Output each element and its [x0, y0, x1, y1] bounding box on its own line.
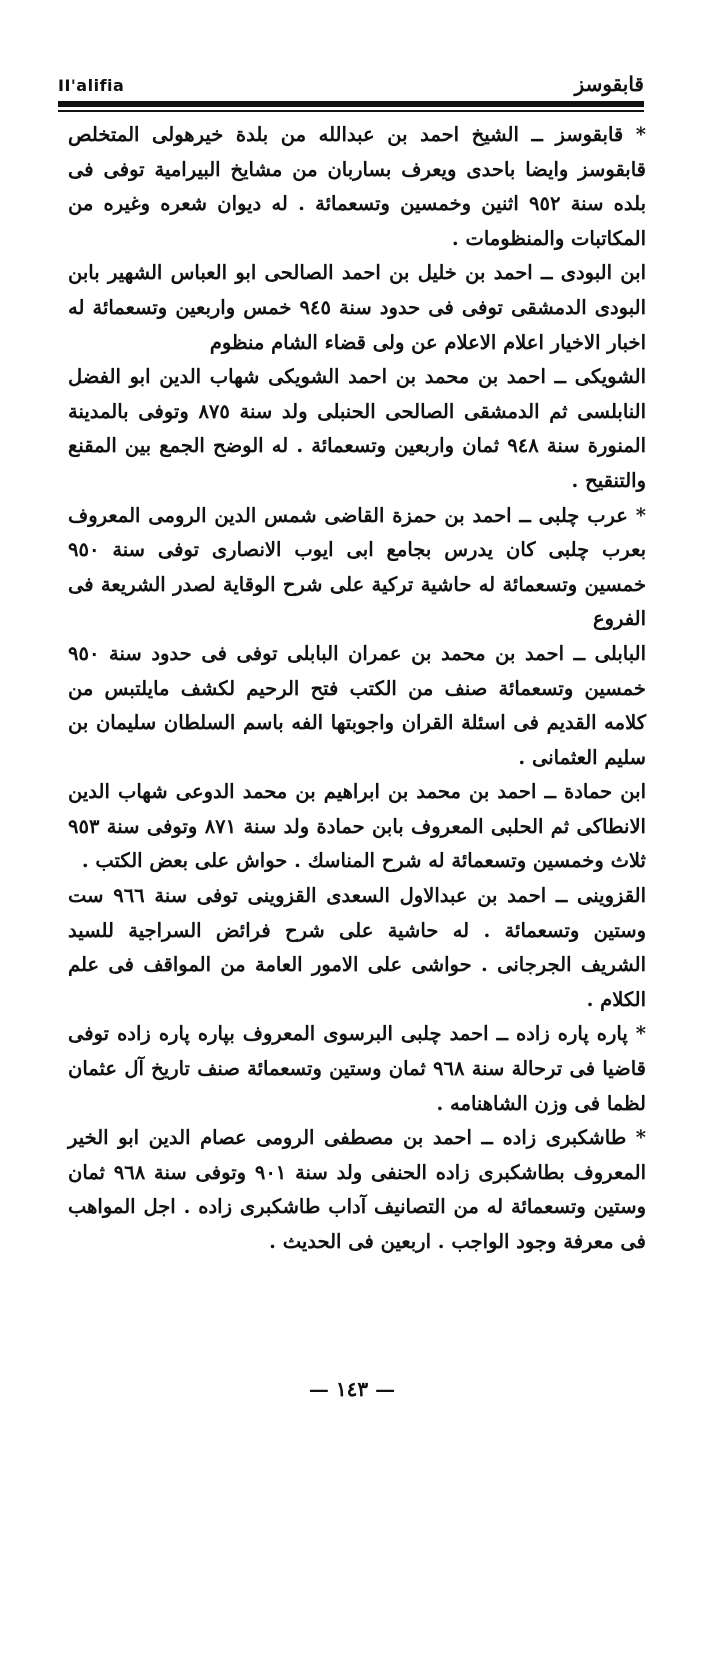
- running-header: [58, 72, 644, 100]
- header-right-title: قابقوسز: [574, 72, 644, 96]
- header-rule-thick: [58, 101, 644, 107]
- entry-tashkopri-zade: * طاشكبرى زاده ــ احمد بن مصطفى الرومى عصام الدين ابو الخير المعروف بطاشكبرى زاده الحنفى ولد سنة ٩٠١ وتوفى سنة ٩٦٨ ثمان وستين وتسعمائة له من التصانيف آداب طاشكبرى زاده . اجل المواهب فى معرفة وجود الواجب . اربعين فى الحديث .: [68, 1126, 646, 1253]
- page-number: — ١٤٣ —: [308, 1377, 396, 1401]
- header-rule-thin: [58, 110, 644, 112]
- header-left-text: II'alifia: [58, 76, 125, 95]
- entry-qabqusz: * قابقوسز ــ الشيخ احمد بن عبدالله من بلدة خيرهولى المتخلص قابقوسز وايضا باحدى ويعرف بساربان من مشايخ البيرامية توفى فى بلده سنة ٩٥٢ اثنين وخمسين وتسعمائة . له ديوان شعره وغيره من المكاتبات والمنظومات .: [68, 123, 647, 250]
- page-body: [68, 118, 646, 1673]
- entry-al-babili: البابلى ــ احمد بن محمد بن عمران البابلى توفى فى حدود سنة ٩٥٠ خمسين وتسعمائة صنف من الكتب فتح الرحيم لكشف مايلتبس من كلامه القديم فى اسئلة القران واجوبتها الفه باسم السلطان سليمان بن سليم العثمانى .: [68, 641, 646, 769]
- entry-al-qazwini: القزوينى ــ احمد بن عبدالاول السعدى القزوينى توفى سنة ٩٦٦ ست وستين وتسعمائة . له حاشية على شرح فرائض السراجية للسيد الشريف الجرجانى . حواشى على الامور العامة من المواقف فى علم الكلام .: [68, 884, 647, 1011]
- entry-para-para-zade: * پاره پاره زاده ــ احمد چلبى البرسوى المعروف بپاره پاره زاده توفى قاضيا فى ترحالة سنة ٩٦٨ ثمان وستين وتسعمائة صنف تاريخ آل عثمان لظما فى وزن الشاهنامه .: [68, 1022, 646, 1115]
- entry-ibn-hamada: ابن حمادة ــ احمد بن محمد بن ابراهيم بن محمد الدوعى شهاب الدين الانطاكى ثم الحلبى المعروف بابن حمادة ولد سنة ٨٧١ وتوفى سنة ٩٥٣ ثلاث وخمسين وتسعمائة له شرح المناسك . حواش على بعض الكتب .: [68, 780, 646, 873]
- entry-al-shuwayki: الشويكى ــ احمد بن محمد بن احمد الشويكى شهاب الدين ابو الفضل النابلسى ثم الدمشقى الصالحى الحنبلى ولد سنة ٨٧٥ وتوفى بالمدينة المنورة سنة ٩٤٨ ثمان واربعين وتسعمائة . له الوضح الجمع بين المقنع والتنقيح .: [68, 365, 647, 492]
- entry-arab-chelebi: * عرب چلبى ــ احمد بن حمزة القاضى شمس الدين الرومى المعروف بعرب چلبى كان يدرس بجامع ابى ايوب الانصارى توفى سنة ٩٥٠ خمسين وتسعمائة له حاشية تركية على شرح الوقاية لصدر الشريعة فى الفروع: [68, 503, 646, 631]
- entry-ibn-al-budi: ابن البودى ــ احمد بن خليل بن احمد الصالحى ابو العباس الشهير بابن البودى الدمشقى توفى فى حدود سنة ٩٤٥ خمس واربعين وتسعمائة له اخبار الاخيار اعلام الاعلام عن ولى قضاء الشام منظوم: [68, 261, 646, 354]
